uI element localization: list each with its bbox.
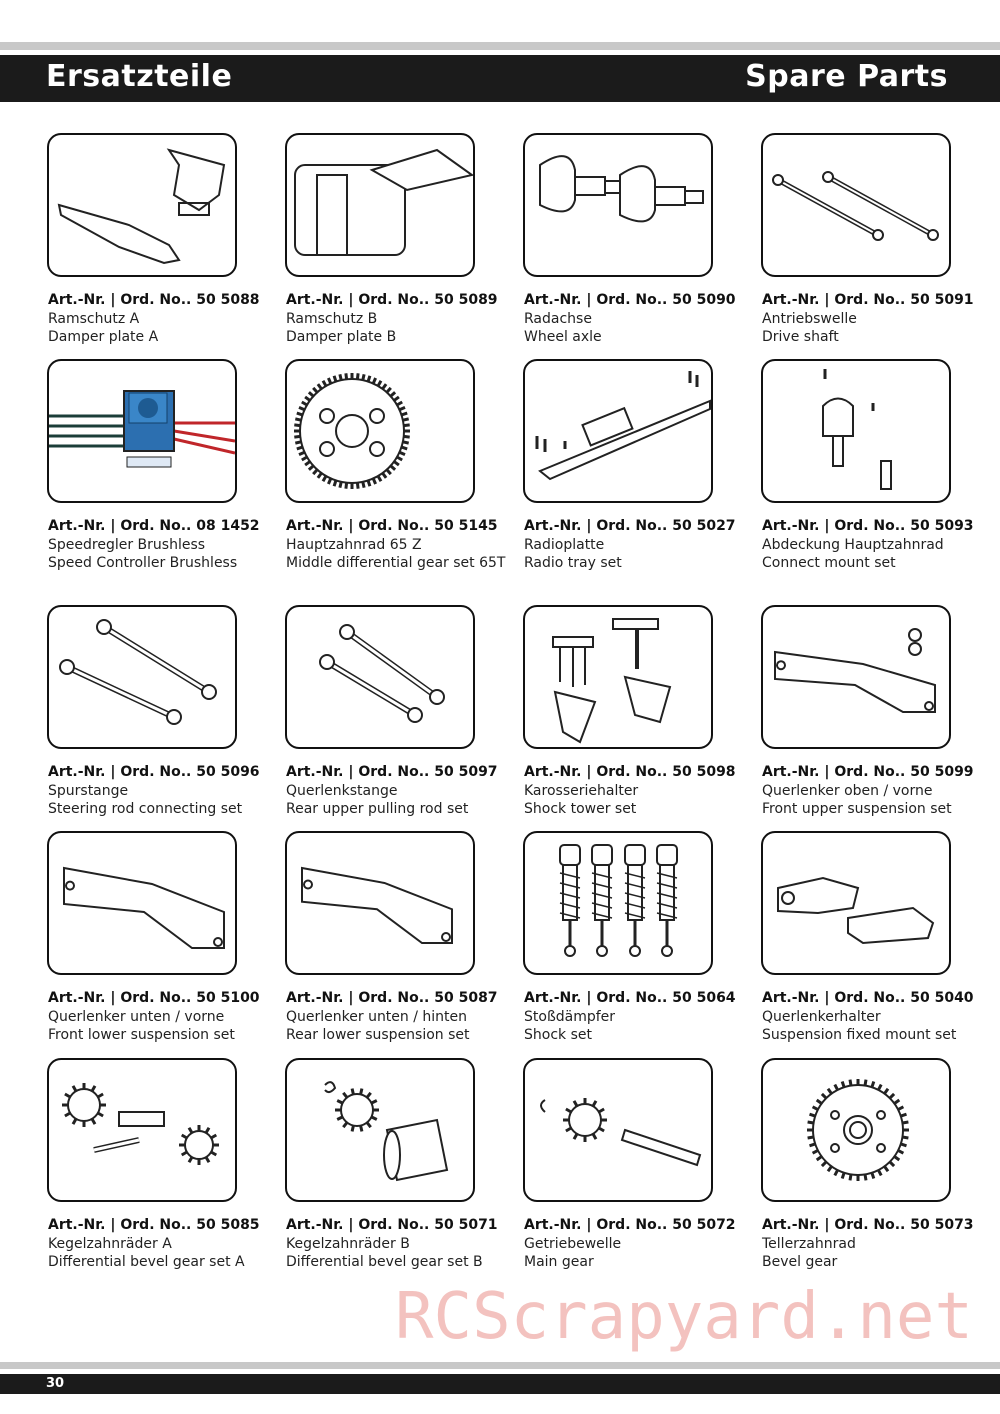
part-number: Art.-Nr. | Ord. No.. 50 5087 [286,990,498,1006]
part-name-de: Querlenkstange [286,782,398,799]
part-name-de: Radioplatte [524,536,605,553]
ring-gear-icon [763,1060,949,1200]
steering-rod-icon [49,607,235,747]
part-illustration-frame [285,133,475,277]
part-number: Art.-Nr. | Ord. No.. 50 5027 [524,518,736,534]
part-name-en: Differential bevel gear set A [48,1254,245,1270]
part-name-en: Shock tower set [524,801,637,817]
pulling-rod-icon [287,607,473,747]
part-name-de: Querlenker unten / hinten [286,1008,468,1025]
part-illustration-frame [761,359,951,503]
part-number: Art.-Nr. | Ord. No.. 08 1452 [48,518,260,534]
spur-gear-icon [287,361,473,501]
part-number: Art.-Nr. | Ord. No.. 50 5071 [286,1217,498,1233]
part-name-en: Speed Controller Brushless [48,555,238,571]
part-illustration-frame [47,359,237,503]
part-name-en: Connect mount set [762,555,896,571]
part-name-de: Karosseriehalter [524,782,639,799]
part-name-en: Rear upper pulling rod set [286,801,469,817]
part-name-de: Querlenker oben / vorne [762,782,933,799]
page-header [0,55,1000,102]
part-illustration-frame [285,605,475,749]
header-title-de: Ersatzteile [46,59,233,94]
part-caption [762,1216,992,1272]
part-name-de: Ramschutz A [48,310,140,327]
part-number: Art.-Nr. | Ord. No.. 50 5100 [48,990,260,1006]
part-illustration-frame [523,1058,713,1202]
part-illustration-frame [47,605,237,749]
part-name-de: Querlenker unten / vorne [48,1008,225,1025]
part-name-de: Hauptzahnrad 65 Z [286,536,422,553]
part-caption [524,291,754,347]
part-name-de: Getriebewelle [524,1235,622,1252]
part-caption [48,517,278,573]
part-number: Art.-Nr. | Ord. No.. 50 5073 [762,1217,974,1233]
part-name-de: Spurstange [48,782,129,799]
part-number: Art.-Nr. | Ord. No.. 50 5096 [48,764,260,780]
part-number: Art.-Nr. | Ord. No.. 50 5093 [762,518,974,534]
lower-arm-front-icon [49,833,235,973]
radio-tray-icon [525,361,711,501]
part-name-en: Steering rod connecting set [48,801,243,817]
part-number: Art.-Nr. | Ord. No.. 50 5090 [524,292,736,308]
part-name-de: Speedregler Brushless [48,536,206,553]
part-name-en: Damper plate B [286,329,397,345]
part-number: Art.-Nr. | Ord. No.. 50 5088 [48,292,260,308]
part-name-en: Main gear [524,1254,594,1270]
part-caption [524,1216,754,1272]
part-name-en: Drive shaft [762,329,839,345]
part-number: Art.-Nr. | Ord. No.. 50 5099 [762,764,974,780]
part-illustration-frame [761,1058,951,1202]
part-caption [286,291,516,347]
part-caption [762,517,992,573]
part-illustration-frame [761,605,951,749]
part-name-en: Shock set [524,1027,592,1043]
part-name-en: Suspension fixed mount set [762,1027,957,1043]
drive-shaft-icon [763,135,949,275]
part-name-en: Wheel axle [524,329,602,345]
part-caption [48,291,278,347]
part-name-en: Rear lower suspension set [286,1027,470,1043]
part-name-en: Front lower suspension set [48,1027,235,1043]
lower-arm-rear-icon [287,833,473,973]
page-number: 30 [46,1376,65,1391]
part-number: Art.-Nr. | Ord. No.. 50 5098 [524,764,736,780]
part-name-de: Kegelzahnräder A [48,1235,172,1252]
damper-plate-a-icon [49,135,235,275]
bevel-gear-a-icon [49,1060,235,1200]
part-name-en: Radio tray set [524,555,622,571]
part-name-de: Stoßdämpfer [524,1008,616,1025]
part-caption [286,989,516,1045]
part-name-en: Differential bevel gear set B [286,1254,483,1270]
page-footer [0,1374,1000,1394]
watermark: RCScrapyard.net [395,1280,973,1354]
part-number: Art.-Nr. | Ord. No.. 50 5064 [524,990,736,1006]
part-caption [48,1216,278,1272]
part-illustration-frame [523,831,713,975]
part-caption [524,989,754,1045]
part-number: Art.-Nr. | Ord. No.. 50 5091 [762,292,974,308]
part-name-de: Antriebswelle [762,310,857,327]
part-illustration-frame [523,605,713,749]
part-name-en: Middle differential gear set 65T [286,555,506,571]
part-caption [286,517,516,573]
part-illustration-frame [523,359,713,503]
part-name-en: Front upper suspension set [762,801,952,817]
part-name-de: Radachse [524,310,592,327]
part-caption [762,989,992,1045]
part-number: Art.-Nr. | Ord. No.. 50 5145 [286,518,498,534]
part-name-de: Kegelzahnräder B [286,1235,410,1252]
part-illustration-frame [761,133,951,277]
damper-plate-b-icon [287,135,473,275]
part-illustration-frame [285,1058,475,1202]
part-illustration-frame [47,1058,237,1202]
upper-arm-icon [763,607,949,747]
part-name-en: Damper plate A [48,329,159,345]
part-number: Art.-Nr. | Ord. No.. 50 5040 [762,990,974,1006]
part-number: Art.-Nr. | Ord. No.. 50 5089 [286,292,498,308]
part-illustration-frame [285,831,475,975]
part-caption [286,763,516,819]
wheel-axle-icon [525,135,711,275]
part-illustration-frame [47,133,237,277]
part-caption [762,763,992,819]
part-illustration-frame [47,831,237,975]
part-caption [286,1216,516,1272]
part-name-de: Querlenkerhalter [762,1008,881,1025]
top-rule [0,42,1000,50]
part-caption [524,763,754,819]
part-number: Art.-Nr. | Ord. No.. 50 5085 [48,1217,260,1233]
part-caption [762,291,992,347]
part-name-en: Bevel gear [762,1254,838,1270]
header-title-en: Spare Parts [745,59,948,94]
part-number: Art.-Nr. | Ord. No.. 50 5072 [524,1217,736,1233]
main-gear-icon [525,1060,711,1200]
part-caption [48,763,278,819]
connect-mount-icon [763,361,949,501]
speed-controller-icon [49,361,235,501]
part-illustration-frame [761,831,951,975]
shock-tower-icon [525,607,711,747]
bottom-rule [0,1362,1000,1369]
bevel-gear-b-icon [287,1060,473,1200]
part-number: Art.-Nr. | Ord. No.. 50 5097 [286,764,498,780]
part-name-de: Ramschutz B [286,310,378,327]
part-name-de: Tellerzahnrad [762,1235,856,1252]
part-caption [48,989,278,1045]
part-illustration-frame [285,359,475,503]
arm-mount-icon [763,833,949,973]
part-caption [524,517,754,573]
part-name-de: Abdeckung Hauptzahnrad [762,536,944,553]
part-illustration-frame [523,133,713,277]
shocks-icon [525,833,711,973]
